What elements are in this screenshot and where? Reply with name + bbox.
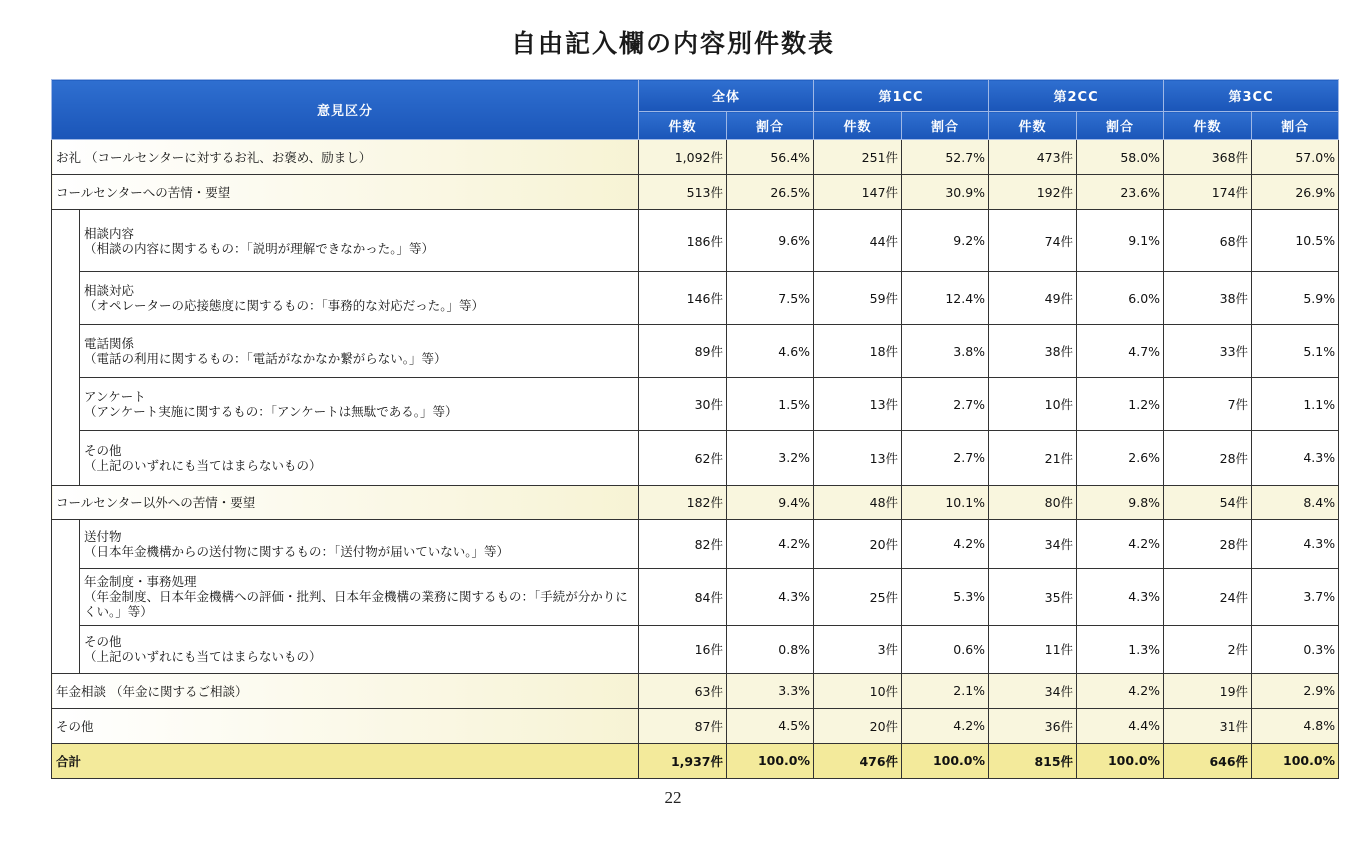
- count-cell: 35件: [989, 568, 1077, 625]
- ratio-cell: 100.0%: [902, 743, 989, 778]
- category-row: [52, 140, 1339, 175]
- sub-row: [52, 325, 1339, 378]
- category-row: [52, 708, 1339, 743]
- header-ratio: 割合: [902, 112, 989, 140]
- ratio-cell: 4.3%: [1252, 519, 1339, 568]
- count-cell: 646件: [1164, 743, 1252, 778]
- ratio-cell: 10.5%: [1252, 210, 1339, 272]
- ratio-cell: 26.9%: [1252, 175, 1339, 210]
- header-count: 件数: [639, 112, 727, 140]
- header-ratio: 割合: [1252, 112, 1339, 140]
- ratio-cell: 58.0%: [1077, 140, 1164, 175]
- ratio-cell: 3.7%: [1252, 568, 1339, 625]
- count-cell: 68件: [1164, 210, 1252, 272]
- count-cell: 2件: [1164, 625, 1252, 673]
- ratio-cell: 9.2%: [902, 210, 989, 272]
- count-cell: 24件: [1164, 568, 1252, 625]
- count-cell: 513件: [639, 175, 727, 210]
- ratio-cell: 2.7%: [902, 378, 989, 431]
- count-cell: 36件: [989, 708, 1077, 743]
- row-label: アンケート （アンケート実施に関するもの：「アンケートは無駄である。」等）: [80, 378, 639, 431]
- ratio-cell: 100.0%: [727, 743, 814, 778]
- count-cell: 21件: [989, 431, 1077, 485]
- sub-row: [52, 272, 1339, 325]
- ratio-cell: 7.5%: [727, 272, 814, 325]
- count-cell: 89件: [639, 325, 727, 378]
- indent-cell: [52, 519, 80, 568]
- count-cell: 815件: [989, 743, 1077, 778]
- sub-row: [52, 431, 1339, 485]
- indent-cell: [52, 378, 80, 431]
- count-cell: 174件: [1164, 175, 1252, 210]
- ratio-cell: 1.3%: [1077, 625, 1164, 673]
- count-cell: 38件: [989, 325, 1077, 378]
- count-cell: 7件: [1164, 378, 1252, 431]
- count-cell: 48件: [814, 485, 902, 519]
- count-cell: 63件: [639, 673, 727, 708]
- count-cell: 251件: [814, 140, 902, 175]
- count-cell: 44件: [814, 210, 902, 272]
- ratio-cell: 4.4%: [1077, 708, 1164, 743]
- count-cell: 11件: [989, 625, 1077, 673]
- ratio-cell: 12.4%: [902, 272, 989, 325]
- row-label: 相談内容 （相談の内容に関するもの：「説明が理解できなかった。」等）: [80, 210, 639, 272]
- count-cell: 25件: [814, 568, 902, 625]
- page-title: 自由記入欄の内容別件数表: [510, 29, 835, 58]
- ratio-cell: 57.0%: [1252, 140, 1339, 175]
- ratio-cell: 4.3%: [1077, 568, 1164, 625]
- count-cell: 62件: [639, 431, 727, 485]
- count-cell: 38件: [1164, 272, 1252, 325]
- row-label: 相談対応 （オペレーターの応接態度に関するもの：「事務的な対応だった。」等）: [80, 272, 639, 325]
- count-cell: 192件: [989, 175, 1077, 210]
- count-cell: 49件: [989, 272, 1077, 325]
- total-row: [52, 743, 1339, 778]
- count-cell: 34件: [989, 673, 1077, 708]
- count-cell: 13件: [814, 431, 902, 485]
- ratio-cell: 9.8%: [1077, 485, 1164, 519]
- ratio-cell: 3.2%: [727, 431, 814, 485]
- ratio-cell: 9.6%: [727, 210, 814, 272]
- count-cell: 476件: [814, 743, 902, 778]
- ratio-cell: 2.7%: [902, 431, 989, 485]
- ratio-cell: 4.7%: [1077, 325, 1164, 378]
- ratio-cell: 4.3%: [1252, 431, 1339, 485]
- count-cell: 186件: [639, 210, 727, 272]
- ratio-cell: 5.3%: [902, 568, 989, 625]
- ratio-cell: 9.4%: [727, 485, 814, 519]
- count-cell: 30件: [639, 378, 727, 431]
- row-label: その他: [52, 708, 639, 743]
- count-cell: 54件: [1164, 485, 1252, 519]
- ratio-cell: 4.2%: [1077, 673, 1164, 708]
- ratio-cell: 0.8%: [727, 625, 814, 673]
- count-cell: 3件: [814, 625, 902, 673]
- count-cell: 87件: [639, 708, 727, 743]
- count-cell: 473件: [989, 140, 1077, 175]
- ratio-cell: 3.3%: [727, 673, 814, 708]
- header-group-cc1: 第1CC: [814, 80, 989, 112]
- ratio-cell: 5.9%: [1252, 272, 1339, 325]
- row-label: 合計: [52, 743, 639, 778]
- header-category: 意見区分: [52, 80, 639, 140]
- opinion-count-table: [51, 79, 1339, 779]
- ratio-cell: 0.3%: [1252, 625, 1339, 673]
- ratio-cell: 52.7%: [902, 140, 989, 175]
- category-row: [52, 175, 1339, 210]
- header-count: 件数: [989, 112, 1077, 140]
- ratio-cell: 2.6%: [1077, 431, 1164, 485]
- header-group-cc2: 第2CC: [989, 80, 1164, 112]
- ratio-cell: 26.5%: [727, 175, 814, 210]
- count-cell: 368件: [1164, 140, 1252, 175]
- header-ratio: 割合: [727, 112, 814, 140]
- count-cell: 84件: [639, 568, 727, 625]
- ratio-cell: 4.2%: [902, 708, 989, 743]
- count-cell: 74件: [989, 210, 1077, 272]
- sub-row: [52, 210, 1339, 272]
- ratio-cell: 4.6%: [727, 325, 814, 378]
- row-label: その他 （上記のいずれにも当てはまらないもの）: [80, 625, 639, 673]
- ratio-cell: 10.1%: [902, 485, 989, 519]
- ratio-cell: 8.4%: [1252, 485, 1339, 519]
- row-label: 送付物 （日本年金機構からの送付物に関するもの：「送付物が届いていない。」等）: [80, 519, 639, 568]
- indent-cell: [52, 431, 80, 485]
- ratio-cell: 6.0%: [1077, 272, 1164, 325]
- row-label: コールセンター以外への苦情・要望: [52, 485, 639, 519]
- count-cell: 182件: [639, 485, 727, 519]
- ratio-cell: 4.2%: [727, 519, 814, 568]
- ratio-cell: 4.8%: [1252, 708, 1339, 743]
- header-count: 件数: [814, 112, 902, 140]
- count-cell: 28件: [1164, 519, 1252, 568]
- count-cell: 10件: [989, 378, 1077, 431]
- ratio-cell: 4.2%: [1077, 519, 1164, 568]
- ratio-cell: 0.6%: [902, 625, 989, 673]
- sub-row: [52, 625, 1339, 673]
- count-cell: 59件: [814, 272, 902, 325]
- ratio-cell: 100.0%: [1252, 743, 1339, 778]
- sub-row: [52, 378, 1339, 431]
- count-cell: 20件: [814, 708, 902, 743]
- ratio-cell: 1.2%: [1077, 378, 1164, 431]
- count-cell: 31件: [1164, 708, 1252, 743]
- header-count: 件数: [1164, 112, 1252, 140]
- ratio-cell: 3.8%: [902, 325, 989, 378]
- sub-row: [52, 519, 1339, 568]
- ratio-cell: 23.6%: [1077, 175, 1164, 210]
- ratio-cell: 1.1%: [1252, 378, 1339, 431]
- ratio-cell: 5.1%: [1252, 325, 1339, 378]
- row-label: 年金制度・事務処理 （年金制度、日本年金機構への評価・批判、日本年金機構の業務に関するもの：「手続が分かりにくい。」等）: [80, 568, 639, 625]
- count-cell: 20件: [814, 519, 902, 568]
- ratio-cell: 2.9%: [1252, 673, 1339, 708]
- sub-row: [52, 568, 1339, 625]
- ratio-cell: 4.3%: [727, 568, 814, 625]
- ratio-cell: 9.1%: [1077, 210, 1164, 272]
- indent-cell: [52, 272, 80, 325]
- count-cell: 33件: [1164, 325, 1252, 378]
- category-row: [52, 673, 1339, 708]
- ratio-cell: 4.2%: [902, 519, 989, 568]
- count-cell: 147件: [814, 175, 902, 210]
- row-label: その他 （上記のいずれにも当てはまらないもの）: [80, 431, 639, 485]
- indent-cell: [52, 210, 80, 272]
- row-label: コールセンターへの苦情・要望: [52, 175, 639, 210]
- count-cell: 10件: [814, 673, 902, 708]
- ratio-cell: 1.5%: [727, 378, 814, 431]
- ratio-cell: 4.5%: [727, 708, 814, 743]
- page-number: 22: [664, 788, 682, 807]
- ratio-cell: 30.9%: [902, 175, 989, 210]
- count-cell: 1,092件: [639, 140, 727, 175]
- count-cell: 18件: [814, 325, 902, 378]
- indent-cell: [52, 625, 80, 673]
- count-cell: 1,937件: [639, 743, 727, 778]
- header-group-cc3: 第3CC: [1164, 80, 1339, 112]
- count-cell: 19件: [1164, 673, 1252, 708]
- category-row: [52, 485, 1339, 519]
- count-cell: 28件: [1164, 431, 1252, 485]
- row-label: 年金相談 （年金に関するご相談）: [52, 673, 639, 708]
- count-cell: 80件: [989, 485, 1077, 519]
- indent-cell: [52, 568, 80, 625]
- table-body: [52, 140, 1339, 779]
- row-label: お礼 （コールセンターに対するお礼、お褒め、励まし）: [52, 140, 639, 175]
- count-cell: 146件: [639, 272, 727, 325]
- row-label: 電話関係 （電話の利用に関するもの：「電話がなかなか繋がらない。」等）: [80, 325, 639, 378]
- ratio-cell: 2.1%: [902, 673, 989, 708]
- header-ratio: 割合: [1077, 112, 1164, 140]
- count-cell: 16件: [639, 625, 727, 673]
- count-cell: 82件: [639, 519, 727, 568]
- ratio-cell: 100.0%: [1077, 743, 1164, 778]
- header-group-all: 全体: [639, 80, 814, 112]
- ratio-cell: 56.4%: [727, 140, 814, 175]
- count-cell: 34件: [989, 519, 1077, 568]
- count-cell: 13件: [814, 378, 902, 431]
- indent-cell: [52, 325, 80, 378]
